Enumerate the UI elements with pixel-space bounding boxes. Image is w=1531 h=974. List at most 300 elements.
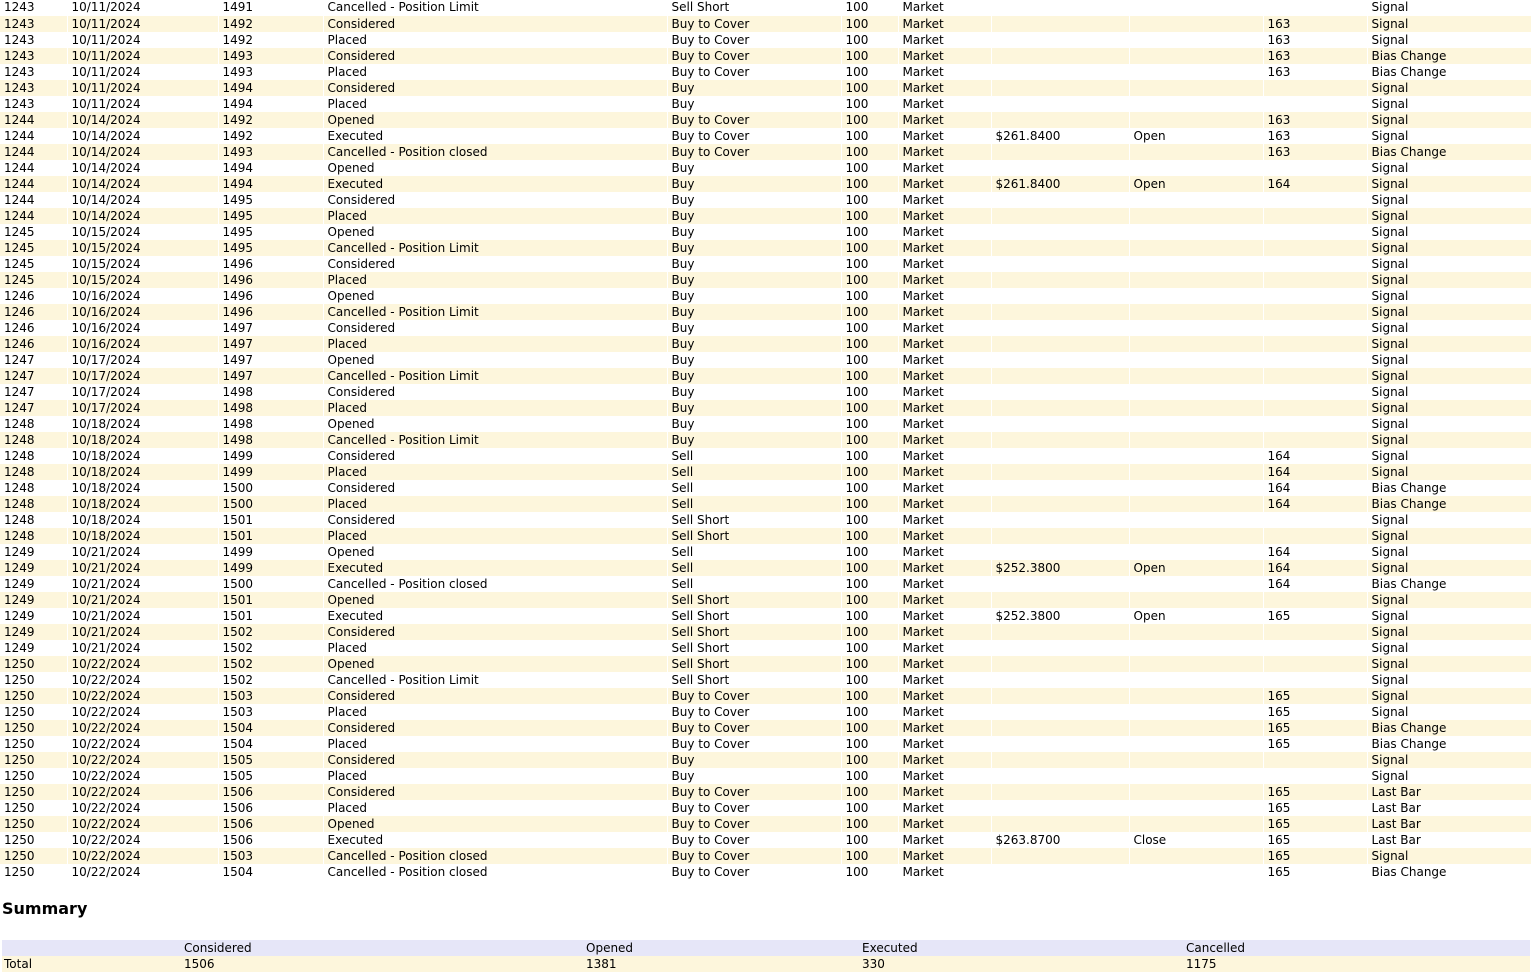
table-row	[0, 208, 1531, 224]
bar-cell: 1250	[0, 864, 67, 880]
reason-cell: Signal	[1367, 320, 1531, 336]
bar-cell: 1250	[0, 848, 67, 864]
date-cell: 10/17/2024	[67, 384, 218, 400]
bar-cell: 1248	[0, 416, 67, 432]
reason-cell: Signal	[1367, 448, 1531, 464]
quantity-cell: 100	[841, 368, 898, 384]
order-type-cell: Market	[898, 448, 991, 464]
price-cell	[991, 224, 1129, 240]
table-row	[0, 864, 1531, 880]
status-cell: Cancelled - Position Limit	[323, 672, 667, 688]
date-cell: 10/22/2024	[67, 752, 218, 768]
action-cell: Sell	[667, 480, 841, 496]
position-cell	[1129, 544, 1263, 560]
quantity-cell: 100	[841, 560, 898, 576]
price-cell	[991, 640, 1129, 656]
date-cell: 10/16/2024	[67, 336, 218, 352]
position-cell: Open	[1129, 608, 1263, 624]
table-row	[0, 496, 1531, 512]
order-id-cell: 1496	[218, 256, 323, 272]
reason-cell: Signal	[1367, 240, 1531, 256]
quantity-cell: 100	[841, 192, 898, 208]
position-cell: Open	[1129, 560, 1263, 576]
action-cell: Buy	[667, 416, 841, 432]
action-cell: Buy to Cover	[667, 800, 841, 816]
quantity-cell: 100	[841, 208, 898, 224]
position-cell	[1129, 784, 1263, 800]
quantity-cell: 100	[841, 400, 898, 416]
bar-cell: 1244	[0, 208, 67, 224]
bar-cell: 1250	[0, 800, 67, 816]
position-cell	[1129, 80, 1263, 96]
status-cell: Placed	[323, 64, 667, 80]
reason-cell: Signal	[1367, 528, 1531, 544]
order-id-cell: 1499	[218, 544, 323, 560]
action-cell: Buy to Cover	[667, 832, 841, 848]
order-id-cell: 1493	[218, 48, 323, 64]
reason-cell: Last Bar	[1367, 800, 1531, 816]
status-cell: Opened	[323, 816, 667, 832]
table-row	[0, 144, 1531, 160]
table-row	[0, 608, 1531, 624]
trade-id-cell: 165	[1263, 832, 1367, 848]
date-cell: 10/22/2024	[67, 800, 218, 816]
order-id-cell: 1493	[218, 144, 323, 160]
order-id-cell: 1503	[218, 848, 323, 864]
table-row	[0, 64, 1531, 80]
table-row	[0, 464, 1531, 480]
table-row	[0, 352, 1531, 368]
bar-cell: 1244	[0, 112, 67, 128]
date-cell: 10/22/2024	[67, 736, 218, 752]
status-cell: Placed	[323, 640, 667, 656]
order-type-cell: Market	[898, 320, 991, 336]
bar-cell: 1246	[0, 336, 67, 352]
bar-cell: 1249	[0, 560, 67, 576]
date-cell: 10/15/2024	[67, 256, 218, 272]
quantity-cell: 100	[841, 656, 898, 672]
order-id-cell: 1504	[218, 720, 323, 736]
action-cell: Buy	[667, 80, 841, 96]
table-row	[0, 80, 1531, 96]
date-cell: 10/18/2024	[67, 512, 218, 528]
bar-cell: 1243	[0, 96, 67, 112]
table-row	[0, 816, 1531, 832]
order-type-cell: Market	[898, 496, 991, 512]
order-id-cell: 1498	[218, 416, 323, 432]
trade-id-cell: 165	[1263, 784, 1367, 800]
quantity-cell: 100	[841, 768, 898, 784]
action-cell: Sell Short	[667, 640, 841, 656]
date-cell: 10/11/2024	[67, 0, 218, 16]
quantity-cell: 100	[841, 352, 898, 368]
bar-cell: 1249	[0, 576, 67, 592]
trade-id-cell	[1263, 240, 1367, 256]
order-type-cell: Market	[898, 112, 991, 128]
action-cell: Sell Short	[667, 672, 841, 688]
bar-cell: 1247	[0, 400, 67, 416]
order-type-cell: Market	[898, 368, 991, 384]
date-cell: 10/17/2024	[67, 352, 218, 368]
reason-cell: Signal	[1367, 848, 1531, 864]
trade-id-cell	[1263, 0, 1367, 16]
date-cell: 10/18/2024	[67, 480, 218, 496]
order-type-cell: Market	[898, 416, 991, 432]
reason-cell: Signal	[1367, 512, 1531, 528]
order-type-cell: Market	[898, 512, 991, 528]
summary-total-label: Total	[2, 956, 182, 972]
trade-id-cell	[1263, 432, 1367, 448]
price-cell	[991, 592, 1129, 608]
table-row	[0, 0, 1531, 16]
price-cell	[991, 480, 1129, 496]
status-cell: Considered	[323, 624, 667, 640]
bar-cell: 1243	[0, 64, 67, 80]
trade-id-cell	[1263, 272, 1367, 288]
table-row	[0, 192, 1531, 208]
reason-cell: Signal	[1367, 624, 1531, 640]
reason-cell: Signal	[1367, 208, 1531, 224]
table-row	[0, 624, 1531, 640]
order-id-cell: 1498	[218, 384, 323, 400]
order-id-cell: 1501	[218, 592, 323, 608]
reason-cell: Signal	[1367, 304, 1531, 320]
order-type-cell: Market	[898, 848, 991, 864]
price-cell	[991, 800, 1129, 816]
date-cell: 10/21/2024	[67, 624, 218, 640]
action-cell: Buy	[667, 368, 841, 384]
reason-cell: Signal	[1367, 464, 1531, 480]
trade-id-cell	[1263, 512, 1367, 528]
summary-header-row	[2, 940, 1530, 956]
trade-id-cell	[1263, 752, 1367, 768]
price-cell	[991, 752, 1129, 768]
bar-cell: 1249	[0, 592, 67, 608]
order-type-cell: Market	[898, 144, 991, 160]
quantity-cell: 100	[841, 320, 898, 336]
table-row	[0, 512, 1531, 528]
position-cell	[1129, 672, 1263, 688]
date-cell: 10/22/2024	[67, 704, 218, 720]
price-cell	[991, 736, 1129, 752]
bar-cell: 1250	[0, 720, 67, 736]
order-type-cell: Market	[898, 592, 991, 608]
order-id-cell: 1501	[218, 512, 323, 528]
table-row	[0, 336, 1531, 352]
price-cell	[991, 656, 1129, 672]
quantity-cell: 100	[841, 544, 898, 560]
position-cell	[1129, 864, 1263, 880]
position-cell	[1129, 272, 1263, 288]
bar-cell: 1246	[0, 304, 67, 320]
price-cell	[991, 432, 1129, 448]
quantity-cell: 100	[841, 112, 898, 128]
status-cell: Considered	[323, 80, 667, 96]
order-id-cell: 1494	[218, 176, 323, 192]
position-cell	[1129, 464, 1263, 480]
order-id-cell: 1492	[218, 128, 323, 144]
price-cell	[991, 720, 1129, 736]
action-cell: Buy	[667, 384, 841, 400]
position-cell	[1129, 64, 1263, 80]
quantity-cell: 100	[841, 512, 898, 528]
order-type-cell: Market	[898, 720, 991, 736]
quantity-cell: 100	[841, 432, 898, 448]
trade-id-cell	[1263, 320, 1367, 336]
position-cell	[1129, 112, 1263, 128]
status-cell: Opened	[323, 656, 667, 672]
trade-id-cell	[1263, 80, 1367, 96]
summary-total-executed: 330	[860, 956, 1184, 972]
date-cell: 10/14/2024	[67, 160, 218, 176]
status-cell: Considered	[323, 448, 667, 464]
table-row	[0, 656, 1531, 672]
quantity-cell: 100	[841, 288, 898, 304]
table-row	[0, 544, 1531, 560]
order-type-cell: Market	[898, 352, 991, 368]
bar-cell: 1243	[0, 32, 67, 48]
quantity-cell: 100	[841, 736, 898, 752]
action-cell: Sell Short	[667, 656, 841, 672]
reason-cell: Signal	[1367, 368, 1531, 384]
price-cell	[991, 688, 1129, 704]
position-cell	[1129, 144, 1263, 160]
order-id-cell: 1506	[218, 816, 323, 832]
reason-cell: Bias Change	[1367, 144, 1531, 160]
order-type-cell: Market	[898, 528, 991, 544]
trade-id-cell: 163	[1263, 32, 1367, 48]
quantity-cell: 100	[841, 720, 898, 736]
position-cell	[1129, 720, 1263, 736]
table-row	[0, 560, 1531, 576]
status-cell: Cancelled - Position closed	[323, 144, 667, 160]
trade-id-cell: 165	[1263, 720, 1367, 736]
action-cell: Buy to Cover	[667, 144, 841, 160]
position-cell	[1129, 416, 1263, 432]
order-id-cell: 1495	[218, 224, 323, 240]
bar-cell: 1250	[0, 688, 67, 704]
position-cell	[1129, 288, 1263, 304]
quantity-cell: 100	[841, 592, 898, 608]
trade-id-cell	[1263, 624, 1367, 640]
trade-id-cell: 163	[1263, 128, 1367, 144]
reason-cell: Signal	[1367, 704, 1531, 720]
quantity-cell: 100	[841, 128, 898, 144]
status-cell: Opened	[323, 416, 667, 432]
order-type-cell: Market	[898, 304, 991, 320]
trade-id-cell	[1263, 640, 1367, 656]
date-cell: 10/14/2024	[67, 208, 218, 224]
date-cell: 10/21/2024	[67, 576, 218, 592]
order-id-cell: 1500	[218, 480, 323, 496]
price-cell	[991, 320, 1129, 336]
order-id-cell: 1504	[218, 864, 323, 880]
trade-id-cell	[1263, 352, 1367, 368]
trade-id-cell: 165	[1263, 848, 1367, 864]
price-cell	[991, 352, 1129, 368]
reason-cell: Signal	[1367, 0, 1531, 16]
table-row	[0, 576, 1531, 592]
action-cell: Buy	[667, 768, 841, 784]
status-cell: Placed	[323, 208, 667, 224]
order-id-cell: 1501	[218, 608, 323, 624]
trade-id-cell	[1263, 160, 1367, 176]
order-type-cell: Market	[898, 576, 991, 592]
trade-id-cell	[1263, 304, 1367, 320]
quantity-cell: 100	[841, 272, 898, 288]
action-cell: Buy	[667, 352, 841, 368]
position-cell	[1129, 592, 1263, 608]
status-cell: Considered	[323, 48, 667, 64]
quantity-cell: 100	[841, 704, 898, 720]
order-type-cell: Market	[898, 256, 991, 272]
bar-cell: 1244	[0, 128, 67, 144]
position-cell	[1129, 48, 1263, 64]
position-cell	[1129, 736, 1263, 752]
bar-cell: 1245	[0, 240, 67, 256]
reason-cell: Signal	[1367, 256, 1531, 272]
position-cell	[1129, 480, 1263, 496]
order-id-cell: 1505	[218, 752, 323, 768]
reason-cell: Bias Change	[1367, 720, 1531, 736]
date-cell: 10/18/2024	[67, 528, 218, 544]
status-cell: Placed	[323, 496, 667, 512]
bar-cell: 1247	[0, 352, 67, 368]
action-cell: Buy	[667, 304, 841, 320]
table-row	[0, 800, 1531, 816]
order-type-cell: Market	[898, 624, 991, 640]
order-type-cell: Market	[898, 640, 991, 656]
action-cell: Buy	[667, 752, 841, 768]
position-cell	[1129, 528, 1263, 544]
order-type-cell: Market	[898, 432, 991, 448]
bar-cell: 1250	[0, 832, 67, 848]
price-cell	[991, 32, 1129, 48]
action-cell: Buy to Cover	[667, 32, 841, 48]
status-cell: Considered	[323, 480, 667, 496]
table-row	[0, 384, 1531, 400]
position-cell	[1129, 32, 1263, 48]
status-cell: Opened	[323, 592, 667, 608]
price-cell	[991, 144, 1129, 160]
date-cell: 10/22/2024	[67, 688, 218, 704]
action-cell: Sell Short	[667, 608, 841, 624]
action-cell: Sell Short	[667, 528, 841, 544]
date-cell: 10/21/2024	[67, 640, 218, 656]
order-type-cell: Market	[898, 816, 991, 832]
price-cell	[991, 16, 1129, 32]
quantity-cell: 100	[841, 256, 898, 272]
status-cell: Placed	[323, 528, 667, 544]
position-cell	[1129, 400, 1263, 416]
position-cell	[1129, 304, 1263, 320]
reason-cell: Signal	[1367, 400, 1531, 416]
bar-cell: 1250	[0, 752, 67, 768]
order-type-cell: Market	[898, 336, 991, 352]
order-type-cell: Market	[898, 176, 991, 192]
table-row	[0, 112, 1531, 128]
action-cell: Sell Short	[667, 512, 841, 528]
order-id-cell: 1506	[218, 800, 323, 816]
date-cell: 10/21/2024	[67, 560, 218, 576]
price-cell	[991, 384, 1129, 400]
price-cell	[991, 544, 1129, 560]
price-cell	[991, 0, 1129, 16]
table-row	[0, 688, 1531, 704]
status-cell: Cancelled - Position closed	[323, 864, 667, 880]
quantity-cell: 100	[841, 416, 898, 432]
table-row	[0, 448, 1531, 464]
action-cell: Sell	[667, 464, 841, 480]
status-cell: Placed	[323, 768, 667, 784]
status-cell: Placed	[323, 272, 667, 288]
order-id-cell: 1497	[218, 336, 323, 352]
status-cell: Opened	[323, 352, 667, 368]
reason-cell: Last Bar	[1367, 832, 1531, 848]
order-type-cell: Market	[898, 160, 991, 176]
order-type-cell: Market	[898, 0, 991, 16]
bar-cell: 1250	[0, 784, 67, 800]
price-cell	[991, 64, 1129, 80]
status-cell: Opened	[323, 544, 667, 560]
summary-title: Summary	[2, 899, 88, 918]
order-type-cell: Market	[898, 736, 991, 752]
table-row	[0, 480, 1531, 496]
reason-cell: Signal	[1367, 16, 1531, 32]
status-cell: Cancelled - Position Limit	[323, 432, 667, 448]
action-cell: Buy	[667, 288, 841, 304]
price-cell	[991, 80, 1129, 96]
reason-cell: Bias Change	[1367, 64, 1531, 80]
order-type-cell: Market	[898, 864, 991, 880]
action-cell: Sell Short	[667, 0, 841, 16]
quantity-cell: 100	[841, 864, 898, 880]
status-cell: Placed	[323, 800, 667, 816]
price-cell: $261.8400	[991, 128, 1129, 144]
order-id-cell: 1494	[218, 80, 323, 96]
price-cell	[991, 624, 1129, 640]
order-type-cell: Market	[898, 224, 991, 240]
trade-id-cell	[1263, 592, 1367, 608]
table-row	[0, 256, 1531, 272]
order-type-cell: Market	[898, 80, 991, 96]
reason-cell: Bias Change	[1367, 576, 1531, 592]
order-id-cell: 1496	[218, 288, 323, 304]
status-cell: Placed	[323, 704, 667, 720]
action-cell: Sell	[667, 560, 841, 576]
summary-header-considered: Considered	[182, 940, 584, 956]
quantity-cell: 100	[841, 832, 898, 848]
order-type-cell: Market	[898, 768, 991, 784]
price-cell: $252.3800	[991, 608, 1129, 624]
trade-id-cell	[1263, 96, 1367, 112]
quantity-cell: 100	[841, 384, 898, 400]
status-cell: Executed	[323, 176, 667, 192]
table-row	[0, 368, 1531, 384]
action-cell: Buy to Cover	[667, 784, 841, 800]
order-type-cell: Market	[898, 48, 991, 64]
order-type-cell: Market	[898, 16, 991, 32]
trade-id-cell	[1263, 208, 1367, 224]
action-cell: Buy to Cover	[667, 720, 841, 736]
order-type-cell: Market	[898, 560, 991, 576]
reason-cell: Signal	[1367, 176, 1531, 192]
table-row	[0, 848, 1531, 864]
order-id-cell: 1502	[218, 624, 323, 640]
position-cell	[1129, 336, 1263, 352]
trade-id-cell: 165	[1263, 704, 1367, 720]
table-row	[0, 32, 1531, 48]
